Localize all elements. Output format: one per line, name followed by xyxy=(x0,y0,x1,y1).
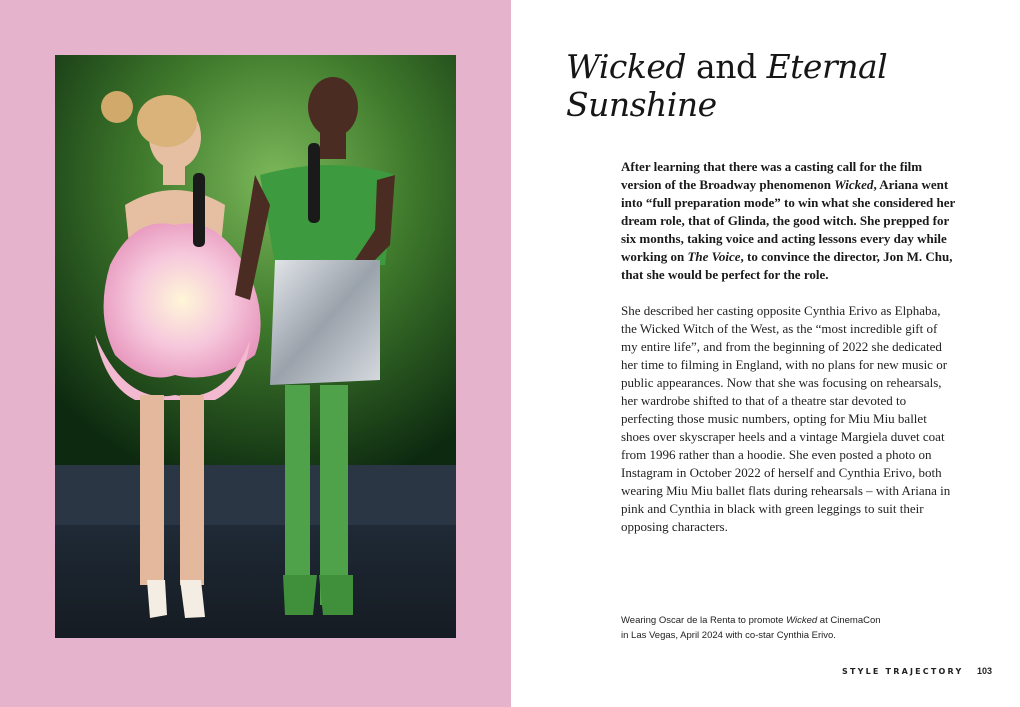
body-text xyxy=(621,158,957,536)
running-footer-section: STYLE TRAJECTORY xyxy=(842,667,964,676)
caption-italic-wicked: Wicked xyxy=(786,615,818,626)
intro-italic-the-voice: The Voice xyxy=(687,249,741,264)
intro-text-1: After learning that there was a casting call for the film version of the Broadway phenomenon xyxy=(621,159,923,192)
intro-italic-wicked: Wicked xyxy=(834,177,874,192)
intro-text-2: , Ariana went into “full preparation mode” to win what she considered her dream role, that of Glinda, the good witch. She prepped for six months, taking voice and acting lessons every day while working on xyxy=(621,177,956,264)
caption-line-2: in Las Vegas, April 2024 with co-star Cynthia Erivo. xyxy=(621,630,836,641)
intro-text-3: , to convince the director, Jon M. Chu, that she would be perfect for the role. xyxy=(621,249,953,282)
page-number: 103 xyxy=(977,666,993,676)
event-photo xyxy=(55,55,456,638)
title-part-eternal-sunshine: Eternal Sunshine xyxy=(566,47,888,124)
photo-caption xyxy=(621,613,921,643)
title-part-and: and xyxy=(686,47,767,86)
right-page xyxy=(511,0,1020,707)
title-part-wicked: Wicked xyxy=(566,47,687,86)
caption-text-1: Wearing Oscar de la Renta to promote xyxy=(621,615,787,626)
body-paragraph: She described her casting opposite Cynthia Erivo as Elphaba, the Wicked Witch of the West, as the “most incredible gift of my entire life”, and from the beginning of 2022 she dedicated her time to filming in England, with no plans for new music or public appearances. Now that she was focusing on rehearsals, her wardrobe shifted to that of a theatre star devoted to perfecting those music numbers, opting for Miu Miu ballet shoes over skyscraper heels and a vintage Margiela duvet coat from 1996 rather than a hoodie. She even posted a photo on Instagram in October 2022 of herself and Cynthia Erivo, both wearing Miu Miu ballet flats during rehearsals – with Ariana in pink and Cynthia in black with green leggings to suit their opposing characters. xyxy=(621,303,951,534)
intro-paragraph xyxy=(621,158,957,284)
chapter-title xyxy=(566,48,986,124)
caption-text-2: at CinemaCon xyxy=(817,615,881,626)
caption-line-1 xyxy=(621,613,921,628)
